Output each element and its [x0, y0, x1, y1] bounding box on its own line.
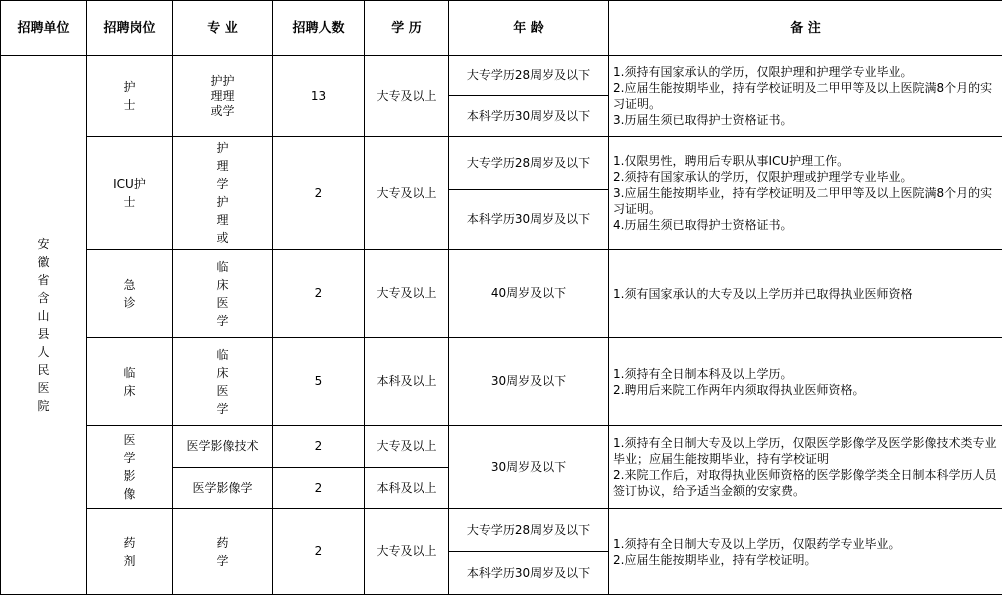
major-nurse-line3: 或学 — [210, 103, 235, 118]
note-emergency-1: 1.须有国家承认的大专及以上学历并已取得执业医师资格 — [613, 286, 913, 301]
edu-imaging-2: 本科及以上 — [365, 468, 449, 509]
edu-imaging-1: 大专及以上 — [365, 426, 449, 468]
note-clinical-1: 1.须持有全日制本科及以上学历。 — [613, 366, 793, 381]
post-imaging: 医学影像 — [123, 433, 136, 501]
major-cell — [173, 56, 273, 137]
note-nurse-1: 1.须持有国家承认的学历，仅限护理和护理学专业毕业。 — [613, 65, 913, 79]
edu-emergency: 大专及以上 — [365, 250, 449, 338]
age-pharmacy-2: 本科学历30周岁及以下 — [449, 552, 609, 595]
post-cell — [87, 338, 173, 426]
table-row — [1, 56, 1002, 96]
header-age: 年 龄 — [449, 1, 609, 56]
note-nurse-3: 3.历届生须已取得护士资格证书。 — [613, 113, 793, 127]
note-icu-3: 3.应届生能按期毕业，持有学校证明及二甲甲等及以上医院满8个月的实习证明。 — [613, 186, 993, 216]
note-cell — [609, 56, 1002, 137]
note-icu-4: 4.历届生须已取得护士资格证书。 — [613, 218, 793, 232]
age-clinical: 30周岁及以下 — [449, 338, 609, 426]
count-nurse: 13 — [273, 56, 365, 137]
major-emergency: 临床医学 — [216, 259, 229, 328]
post-nurse: 护士 — [123, 80, 136, 112]
major-imaging-2: 医学影像学 — [173, 468, 273, 509]
major-clinical: 临床医学 — [216, 347, 229, 416]
header-unit: 招聘单位 — [1, 1, 87, 56]
table-row — [1, 509, 1002, 552]
header-row — [1, 1, 1002, 56]
unit-name: 安徽省含山县人民医院 — [37, 237, 50, 413]
post-cell — [87, 426, 173, 509]
count-imaging-1: 2 — [273, 426, 365, 468]
note-pharmacy-2: 2.应届生能按期毕业，持有学校证明。 — [613, 552, 817, 567]
count-clinical: 5 — [273, 338, 365, 426]
major-cell — [173, 509, 273, 595]
post-cell — [87, 137, 173, 250]
count-emergency: 2 — [273, 250, 365, 338]
age-icu-1: 大专学历28周岁及以下 — [449, 137, 609, 190]
post-emergency: 急诊 — [123, 277, 136, 310]
unit-cell — [1, 56, 87, 595]
note-cell — [609, 137, 1002, 250]
header-note: 备 注 — [609, 1, 1002, 56]
header-major: 专 业 — [173, 1, 273, 56]
note-imaging-1: 1.须持有全日制大专及以上学历，仅限医学影像学及医学影像技术类专业毕业；应届生能按期毕业，持有学校证明 — [613, 436, 997, 466]
header-education: 学 历 — [365, 1, 449, 56]
note-cell — [609, 509, 1002, 595]
major-cell — [173, 137, 273, 250]
major-imaging-1: 医学影像技术 — [173, 426, 273, 468]
major-cell — [173, 338, 273, 426]
post-clinical: 临床 — [123, 365, 136, 398]
table-row — [1, 250, 1002, 338]
age-nurse-2: 本科学历30周岁及以下 — [449, 96, 609, 137]
note-imaging-2: 2.来院工作后，对取得执业医师资格的医学影像学类全日制本科学历人员签订协议，给予适当金额的安家费。 — [613, 468, 997, 498]
header-count: 招聘人数 — [273, 1, 365, 56]
note-cell — [609, 338, 1002, 426]
age-icu-2: 本科学历30周岁及以下 — [449, 190, 609, 250]
age-imaging: 30周岁及以下 — [449, 426, 609, 509]
note-icu-2: 2.须持有国家承认的学历，仅限护理或护理学专业毕业。 — [613, 170, 913, 184]
post-pharmacy: 药剂 — [123, 535, 136, 568]
post-cell — [87, 509, 173, 595]
age-pharmacy-1: 大专学历28周岁及以下 — [449, 509, 609, 552]
note-pharmacy-1: 1.须持有全日制大专及以上学历，仅限药学专业毕业。 — [613, 536, 901, 551]
edu-icu: 大专及以上 — [365, 137, 449, 250]
major-nurse-line2: 理理 — [210, 88, 235, 103]
table-row — [1, 426, 1002, 468]
post-cell — [87, 56, 173, 137]
major-pharmacy: 药学 — [216, 535, 229, 568]
note-cell — [609, 426, 1002, 509]
edu-clinical: 本科及以上 — [365, 338, 449, 426]
count-icu: 2 — [273, 137, 365, 250]
count-imaging-2: 2 — [273, 468, 365, 509]
note-cell — [609, 250, 1002, 338]
post-icu: ICU护士 — [113, 177, 146, 209]
edu-nurse: 大专及以上 — [365, 56, 449, 137]
note-icu-1: 1.仅限男性，聘用后专职从事ICU护理工作。 — [613, 154, 850, 168]
edu-pharmacy: 大专及以上 — [365, 509, 449, 595]
age-nurse-1: 大专学历28周岁及以下 — [449, 56, 609, 96]
age-emergency: 40周岁及以下 — [449, 250, 609, 338]
header-post: 招聘岗位 — [87, 1, 173, 56]
major-cell — [173, 250, 273, 338]
post-cell — [87, 250, 173, 338]
count-pharmacy: 2 — [273, 509, 365, 595]
table-row — [1, 338, 1002, 426]
table-row — [1, 137, 1002, 190]
major-nurse-line1: 护护 — [210, 73, 235, 88]
note-clinical-2: 2.聘用后来院工作两年内须取得执业医师资格。 — [613, 382, 865, 397]
major-icu: 护理学护理或 — [216, 141, 229, 245]
note-nurse-2: 2.应届生能按期毕业，持有学校证明及二甲甲等及以上医院满8个月的实习证明。 — [613, 81, 993, 111]
